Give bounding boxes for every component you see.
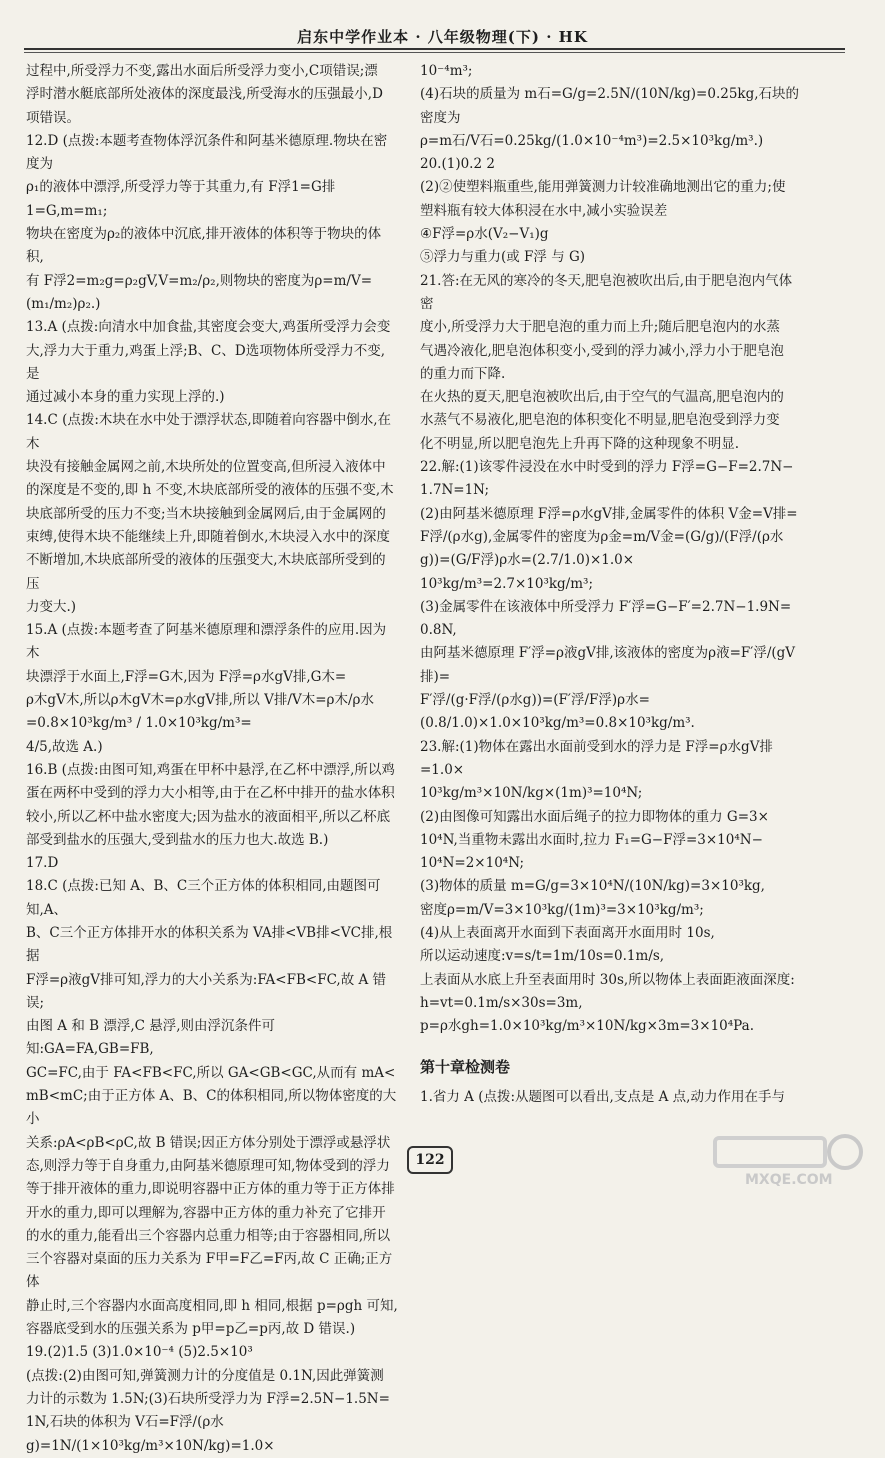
left-column (26, 60, 398, 1458)
text-line: 塑料瓶有较大体积浸在水中,减小实验误差 (420, 202, 668, 219)
text-line: 16.B (点拨:由图可知,鸡蛋在甲杯中悬浮,在乙杯中漂浮,所以鸡 (26, 761, 395, 778)
text-line: 21.答:在无风的寒冷的冬天,肥皂泡被吹出后,由于肥皂泡内气体密 (420, 272, 793, 312)
text-line: (4)从上表面离开水面到下表面离开水面用时 10s, (420, 924, 715, 941)
text-line: ρ=m石/V石=0.25kg/(1.0×10⁻⁴m³)=2.5×10³kg/m³.) (420, 132, 764, 149)
text-line: 大,浮力大于重力,鸡蛋上浮;B、C、D选项物体所受浮力不变,是 (26, 342, 385, 382)
text-line: 20.(1)0.2 2 (420, 156, 495, 173)
text-line: 通过减小本身的重力实现上浮的.) (26, 389, 225, 406)
text-line: 浮时潜水艇底部所处液体的深度最浅,所受海水的压强最小,D (26, 86, 383, 103)
text-line: 块漂浮于水面上,F浮=G木,因为 F浮=ρ水gV排,G木= (26, 668, 347, 685)
text-line: GC=FC,由于 FA<FB<FC,所以 GA<GB<GC,从而有 mA< (26, 1064, 396, 1081)
text-line: 有 F浮2=m₂g=ρ₂gV,V=m₂/ρ₂,则物块的密度为ρ=m/V=(m₁/m₂)ρ₂.) (26, 272, 373, 312)
text-line: 不断增加,木块底部所受的液体的压强变大,木块底部所受到的压 (26, 552, 386, 592)
text-line: 10³kg/m³=2.7×10³kg/m³; (420, 575, 593, 592)
text-line: 蛋在两杯中受到的浮力大小相等,由于在乙杯中排开的盐水体积 (26, 785, 395, 802)
text-line: 关系:ρA<ρB<ρC,故 B 错误;因正方体分别处于漂浮或悬浮状 (26, 1134, 391, 1151)
text-line: 所以运动速度:v=s/t=1m/10s=0.1m/s, (420, 948, 665, 965)
text-line: 过程中,所受浮力不变,露出水面后所受浮力变小,C项错误;漂 (26, 63, 378, 79)
text-line: (2)由图像可知露出水面后绳子的拉力即物体的重力 G=3× (420, 808, 769, 825)
text-line: 14.C (点拨:木块在水中处于漂浮状态,即随着向容器中倒水,在木 (26, 412, 391, 452)
header-rule-thin (24, 52, 845, 53)
text-line: 10⁻⁴m³; (420, 63, 473, 79)
text-line: 10⁴N,当重物未露出水面时,拉力 F₁=G−F浮=3×10⁴N− (420, 831, 763, 848)
text-line: F浮=ρ液gV排可知,浮力的大小关系为:FA<FB<FC,故 A 错误; (26, 971, 387, 1011)
text-line: 0.8N, (420, 622, 457, 639)
text-line: 的深度是不变的,即 h 不变,木块底部所受的液体的压强不变,木 (26, 482, 394, 499)
right-column (420, 60, 805, 1109)
text-line: 物块在密度为ρ₂的液体中沉底,排开液体的体积等于物块的体积, (26, 226, 382, 266)
text-line: 力变大.) (26, 598, 77, 615)
text-line: F浮/(ρ水g),金属零件的密度为ρ金=m/V金=(G/g)/(F浮/(ρ水g))=(G/F浮)ρ水=(2.7/1.0)×1.0× (420, 528, 784, 569)
text-line: 4/5,故选 A.) (26, 738, 103, 755)
text-line: 22.解:(1)该零件浸没在水中时受到的浮力 F浮=G−F=2.7N− (420, 459, 794, 476)
text-line: ④F浮=ρ水(V₂−V₁)g (420, 226, 549, 243)
text-line: 由图 A 和 B 漂浮,C 悬浮,则由浮沉条件可知:GA=FA,GB=FB, (26, 1018, 276, 1058)
text-line: h=vt=0.1m/s×30s=3m, (420, 994, 583, 1011)
header-rule (24, 48, 845, 50)
text-line: 上表面从水底上升至表面用时 30s,所以物体上表面距液面深度: (420, 971, 795, 988)
text-line: 容器底受到水的压强关系为 p甲=p乙=p丙,故 D 错误.) (26, 1321, 356, 1338)
watermark-text: MXQE.COM (745, 1172, 833, 1188)
text-line: 由阿基米德原理 F′浮=ρ液gV排,该液体的密度为ρ液=F′浮/(gV排)= (420, 645, 796, 685)
text-line: 块没有接触金属网之前,木块所处的位置变高,但所浸入液体中 (26, 459, 386, 476)
text-line: 1.7N=1N; (420, 482, 490, 499)
text-line: 在火热的夏天,肥皂泡被吹出后,由于空气的气温高,肥皂泡内的 (420, 389, 784, 406)
text-line: 气遇冷液化,肥皂泡体积变小,受到的浮力减小,浮力小于肥皂泡 (420, 342, 784, 359)
text-line: 19.(2)1.5 (3)1.0×10⁻⁴ (5)2.5×10³ (26, 1344, 253, 1361)
text-line: 15.A (点拨:本题考查了阿基米德原理和漂浮条件的应用.因为木 (26, 622, 387, 662)
text-line: 力计的示数为 1.5N;(3)石块所受浮力为 F浮=2.5N−1.5N= (26, 1390, 390, 1407)
text-line: 18.C (点拨:已知 A、B、C三个正方体的体积相同,由题图可知,A、 (26, 878, 381, 918)
text-line: 度小,所受浮力大于肥皂泡的重力而上升;随后肥皂泡内的水蒸 (420, 319, 780, 336)
text-line: ρ木gV木,所以ρ木gV木=ρ水gV排,所以 V排/V木=ρ木/ρ水=0.8×10³kg/m³ / 1.0×10³kg/m³= (26, 692, 374, 732)
watermark-logo (705, 1130, 875, 1190)
text-line: 密度ρ=m/V=3×10³kg/(1m)³=3×10³kg/m³; (420, 901, 704, 918)
text-line: 17.D (26, 855, 59, 872)
text-line: 12.D (点拨:本题考查物体浮沉条件和阿基米德原理.物块在密度为 (26, 132, 388, 173)
text-line: 开水的重力,即可以理解为,容器中正方体的重力补充了它排开 (26, 1204, 386, 1221)
text-line: 1N,石块的体积为 V石=F浮/(ρ水g)=1N/(1×10³kg/m³×10N/kg)=1.0× (26, 1414, 275, 1454)
text-line: 静止时,三个容器内水面高度相同,即 h 相同,根据 p=ρgh 可知, (26, 1297, 398, 1314)
text-line: p=ρ水gh=1.0×10³kg/m³×10N/kg×3m=3×10⁴Pa. (420, 1018, 754, 1035)
text-line: (3)金属零件在该液体中所受浮力 F′浮=G−F′=2.7N−1.9N= (420, 598, 792, 615)
text-line: F′浮/(g·F浮/(ρ水g))=(F′浮/F浮)ρ水=(0.8/1.0)×1.0×10³kg/m³=0.8×10³kg/m³. (420, 692, 695, 732)
text-line: (3)物体的质量 m=G/g=3×10⁴N/(10N/kg)=3×10³kg, (420, 878, 765, 895)
text-line: 水蒸气不易液化,肥皂泡的体积变化不明显,肥皂泡受到浮力变 (420, 412, 780, 429)
text-line: 化不明显,所以肥皂泡先上升再下降的这种现象不明显. (420, 435, 740, 452)
text-line: 块底部所受的压力不变;当木块接触到金属网后,由于金属网的 (26, 505, 386, 522)
text-line: mB<mC;由于正方体 A、B、C的体积相同,所以物体密度的大小 (26, 1088, 397, 1128)
text-line: 10³kg/m³×10N/kg×(1m)³=10⁴N; (420, 785, 643, 802)
text-line: 项错误。 (26, 109, 80, 126)
right-column-lines (420, 60, 805, 1038)
text-line: B、C三个正方体排开水的体积关系为 VA排<VB排<VC排,根据 (26, 924, 393, 965)
page-header: 启东中学作业本 · 八年级物理(下) · HK (297, 28, 588, 46)
text-line: 的水的重力,能看出三个容器内总重力相等;由于容器相同,所以 (26, 1227, 391, 1244)
text-line: 等于排开液体的重力,即说明容器中正方体的重力等于正方体排 (26, 1181, 395, 1198)
text-line: 13.A (点拨:向清水中加食盐,其密度会变大,鸡蛋所受浮力会变 (26, 319, 391, 336)
text-line: 部受到盐水的压强大,受到盐水的压力也大.故选 B.) (26, 831, 329, 848)
page-number: 122 (407, 1146, 453, 1174)
text-line: 态,则浮力等于自身重力,由阿基米德原理可知,物体受到的浮力 (26, 1157, 390, 1174)
text-line: (点拨:(2)由图可知,弹簧测力计的分度值是 0.1N,因此弹簧测 (26, 1367, 384, 1384)
text-line: 束缚,使得木块不能继续上升,即随着倒水,木块浸入水中的深度 (26, 528, 390, 545)
text-line: 10⁴N=2×10⁴N; (420, 855, 525, 872)
section-title: 第十章检测卷 (420, 1058, 511, 1077)
text-line: (2)②使塑料瓶重些,能用弹簧测力计较准确地测出它的重力;使 (420, 179, 786, 196)
text-line: ρ₁的液体中漂浮,所受浮力等于其重力,有 F浮1=G排1=G,m=m₁; (26, 179, 336, 219)
text-line: (2)由阿基米德原理 F浮=ρ水gV排,金属零件的体积 V金=V排= (420, 505, 798, 522)
text-line: ⑤浮力与重力(或 F浮 与 G) (420, 249, 586, 266)
text-line: 的重力而下降. (420, 365, 506, 382)
text-line: (4)石块的质量为 m石=G/g=2.5N/(10N/kg)=0.25kg,石块的密度为 (420, 86, 800, 126)
text-line: 三个容器对桌面的压力关系为 F甲=F乙=F丙,故 C 正确;正方体 (26, 1251, 393, 1291)
section-first-line: 1.省力 A (点拨:从题图可以看出,支点是 A 点,动力作用在手与 (420, 1088, 785, 1105)
text-line: 较小,所以乙杯中盐水密度大;因为盐水的液面相平,所以乙杯底 (26, 808, 391, 825)
text-line: 23.解:(1)物体在露出水面前受到水的浮力是 F浮=ρ水gV排=1.0× (420, 738, 773, 778)
